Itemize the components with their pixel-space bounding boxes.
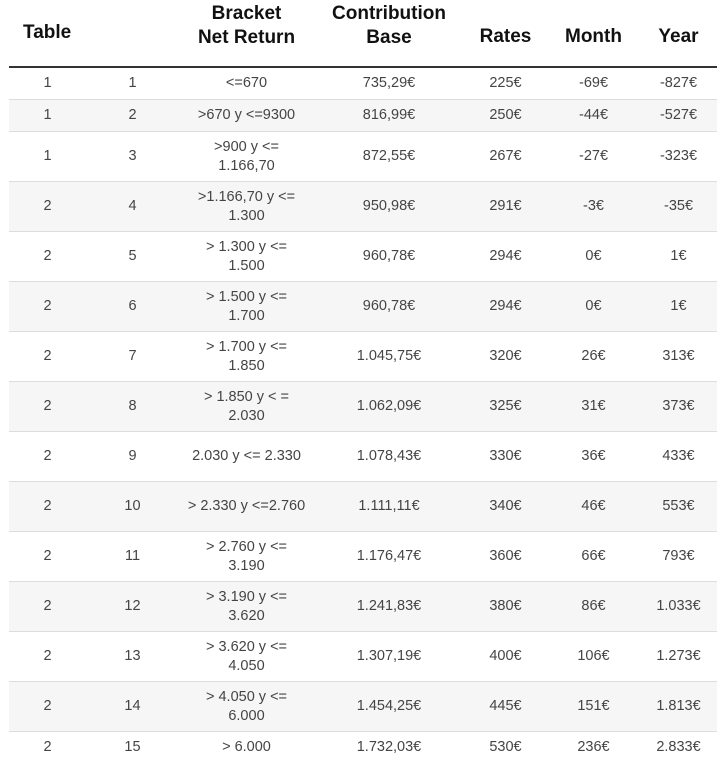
cell-rates: 380€ [464, 582, 547, 632]
cell-base: 1.241,83€ [314, 582, 464, 632]
cell-bracket: >670 y <=9300 [179, 100, 314, 132]
cell-table: 2 [9, 432, 86, 482]
table-row [9, 282, 717, 332]
cell-month: 36€ [547, 432, 640, 482]
cell-year: 1€ [640, 282, 717, 332]
cell-base: 1.062,09€ [314, 382, 464, 432]
cell-base: 1.045,75€ [314, 332, 464, 382]
cell-month: 46€ [547, 482, 640, 532]
cell-year: 1€ [640, 232, 717, 282]
cell-rates: 325€ [464, 382, 547, 432]
header-month: Month [547, 0, 640, 67]
table-row [9, 182, 717, 232]
cell-month: 66€ [547, 532, 640, 582]
cell-rates: 267€ [464, 132, 547, 182]
cell-base: 960,78€ [314, 282, 464, 332]
table-row [9, 100, 717, 132]
cell-bracket: > 2.760 y <= 3.190 [179, 532, 314, 582]
table-row [9, 67, 717, 100]
cell-number: 4 [86, 182, 179, 232]
cell-rates: 330€ [464, 432, 547, 482]
header-bracket [179, 0, 314, 67]
cell-month: -69€ [547, 67, 640, 100]
cell-base: 872,55€ [314, 132, 464, 182]
cell-month: 106€ [547, 632, 640, 682]
cell-number: 11 [86, 532, 179, 582]
cell-year: -827€ [640, 67, 717, 100]
header-row [9, 0, 717, 67]
cell-base: 1.176,47€ [314, 532, 464, 582]
cell-number: 15 [124, 738, 141, 755]
cell-number: 10 [86, 482, 179, 532]
contribution-table [9, 0, 717, 762]
cell-table: 2 [9, 582, 86, 632]
cell-base: 1.078,43€ [314, 432, 464, 482]
cell-year: 553€ [640, 482, 717, 532]
cell-number: 1 [86, 67, 179, 100]
cell-month: 86€ [547, 582, 640, 632]
cell-table: 2 [9, 682, 86, 732]
cell-number: 2 [86, 100, 179, 132]
cell-base: 735,29€ [314, 67, 464, 100]
cell-month: 0€ [547, 282, 640, 332]
cell-number: 5 [86, 232, 179, 282]
table-row [9, 582, 717, 632]
cell-table: 2 [43, 738, 52, 755]
cell-month: 0€ [547, 232, 640, 282]
cell-bracket: > 4.050 y <= 6.000 [179, 682, 314, 732]
header-bracket-line1: Bracket [211, 3, 282, 24]
cell-month: -44€ [547, 100, 640, 132]
cell-base: 1.111,11€ [314, 482, 464, 532]
cell-rates: 445€ [464, 682, 547, 732]
table-row [9, 432, 717, 482]
header-contribution-line2: Base [366, 27, 412, 48]
cell-table: 1 [9, 67, 86, 100]
table-row [9, 482, 717, 532]
cell-table: 2 [9, 232, 86, 282]
cell-table: 2 [9, 632, 86, 682]
cell-number: 8 [86, 382, 179, 432]
cell-rates: 360€ [464, 532, 547, 582]
table-body [9, 67, 717, 762]
cell-rates: 320€ [464, 332, 547, 382]
cell-month: 236€ [577, 738, 610, 755]
header-number [86, 0, 179, 67]
cell-year: 313€ [640, 332, 717, 382]
cell-table: 2 [9, 282, 86, 332]
cell-table: 2 [9, 382, 86, 432]
cell-rates: 291€ [464, 182, 547, 232]
cell-rates: 400€ [464, 632, 547, 682]
cell-bracket: 2.030 y <= 2.330 [179, 432, 314, 482]
cell-rates: 294€ [464, 232, 547, 282]
table-row [9, 632, 717, 682]
cell-year: -35€ [640, 182, 717, 232]
cell-bracket: > 3.620 y <= 4.050 [179, 632, 314, 682]
cell-year: 793€ [640, 532, 717, 582]
cell-year: 1.033€ [640, 582, 717, 632]
header-table: Table [9, 0, 86, 67]
table-row [9, 732, 717, 763]
cell-bracket: > 1.500 y <= 1.700 [179, 282, 314, 332]
cell-base: 950,98€ [314, 182, 464, 232]
cell-number: 14 [86, 682, 179, 732]
cell-year: -527€ [640, 100, 717, 132]
table-row [9, 332, 717, 382]
cell-year: 433€ [640, 432, 717, 482]
cell-table: 2 [9, 182, 86, 232]
cell-rates: 530€ [489, 738, 522, 755]
cell-year: 1.273€ [640, 632, 717, 682]
cell-number: 7 [86, 332, 179, 382]
cell-number: 13 [86, 632, 179, 682]
cell-table: 2 [9, 332, 86, 382]
header-bracket-line2: Net Return [197, 27, 296, 48]
cell-month: 26€ [547, 332, 640, 382]
cell-year: 1.813€ [640, 682, 717, 732]
cell-month: 151€ [547, 682, 640, 732]
cell-number: 9 [86, 432, 179, 482]
cell-bracket: > 1.850 y < = 2.030 [179, 382, 314, 432]
header-contribution-line1: Contribution [332, 3, 446, 24]
cell-rates: 294€ [464, 282, 547, 332]
header-contribution [314, 0, 464, 67]
cell-month: -3€ [547, 182, 640, 232]
table-row [9, 532, 717, 582]
cell-bracket: >1.166,70 y <= 1.300 [179, 182, 314, 232]
cell-bracket: >900 y <= 1.166,70 [179, 132, 314, 182]
cell-rates: 225€ [464, 67, 547, 100]
cell-month: 31€ [547, 382, 640, 432]
table-row [9, 132, 717, 182]
cell-base: 816,99€ [314, 100, 464, 132]
cell-rates: 250€ [464, 100, 547, 132]
table-header [9, 0, 717, 67]
cell-number: 12 [86, 582, 179, 632]
cell-number: 6 [86, 282, 179, 332]
cell-year: -323€ [640, 132, 717, 182]
header-year: Year [640, 0, 717, 67]
table-row [9, 382, 717, 432]
table-row [9, 682, 717, 732]
cell-base: 1.454,25€ [314, 682, 464, 732]
cell-bracket: > 2.330 y <=2.760 [179, 482, 314, 532]
cell-bracket: > 1.700 y <= 1.850 [179, 332, 314, 382]
cell-month: -27€ [547, 132, 640, 182]
cell-rates: 340€ [464, 482, 547, 532]
header-rates: Rates [464, 0, 547, 67]
cell-table: 1 [9, 100, 86, 132]
cell-year: 373€ [640, 382, 717, 432]
cell-bracket: > 3.190 y <= 3.620 [179, 582, 314, 632]
cell-base: 1.307,19€ [314, 632, 464, 682]
cell-table: 2 [9, 532, 86, 582]
cell-table: 2 [9, 482, 86, 532]
cell-base: 960,78€ [314, 232, 464, 282]
cell-bracket: <=670 [179, 67, 314, 100]
cell-year: 2.833€ [656, 738, 701, 755]
cell-number: 3 [86, 132, 179, 182]
table-row [9, 232, 717, 282]
cell-bracket: > 6.000 [222, 738, 271, 755]
cell-bracket: > 1.300 y <= 1.500 [179, 232, 314, 282]
cell-table: 1 [9, 132, 86, 182]
cell-base: 1.732,03€ [356, 738, 422, 755]
